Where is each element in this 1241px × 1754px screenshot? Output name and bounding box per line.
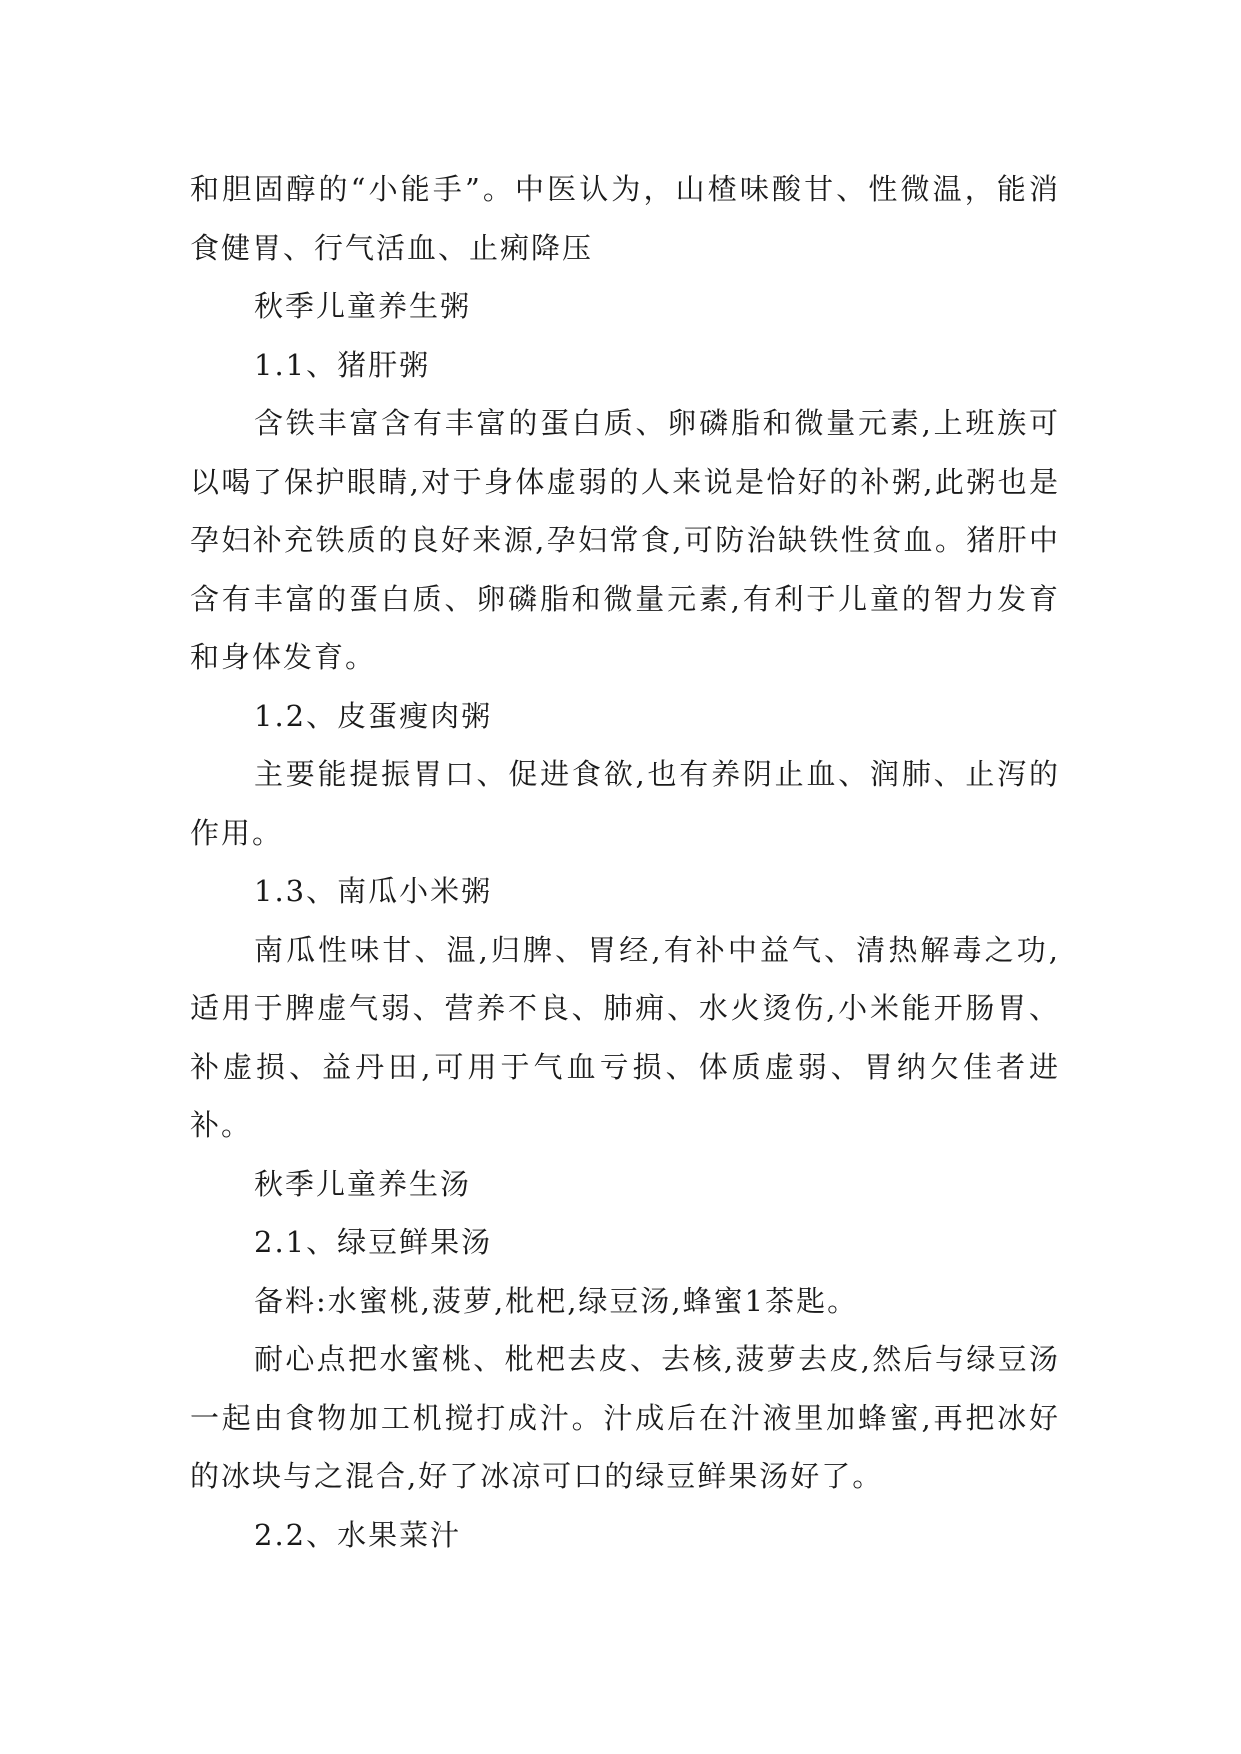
paragraph-preserved-egg-porridge: 主要能提振胃口、促进食欲,也有养阴止血、润肺、止泻的作用。 (190, 757, 1060, 850)
paragraph-continuation: 和胆固醇的“小能手”。中医认为，山楂味酸甘、性微温，能消食健胃、行气活血、止痢降压 (190, 172, 1060, 265)
paragraph-pork-liver-porridge: 含铁丰富含有丰富的蛋白质、卵磷脂和微量元素,上班族可以喝了保护眼睛,对于身体虚弱的人来说是恰好的补粥,此粥也是孕妇补充铁质的良好来源,孕妇常食,可防治缺铁性贫血。猪肝中含有丰富的蛋白质、卵磷脂和微量元素,有利于儿童的智力发育和身体发育。 (190, 406, 1060, 674)
paragraph-pumpkin-millet-porridge: 南瓜性味甘、温,归脾、胃经,有补中益气、清热解毒之功,适用于脾虚气弱、营养不良、肺痈、水火烫伤,小米能开肠胃、补虚损、益丹田,可用于气血亏损、体质虚弱、胃纳欠佳者进补。 (190, 932, 1060, 1142)
subheading-pumpkin-millet-porridge: 1.3、南瓜小米粥 (254, 874, 493, 908)
subheading-pork-liver-porridge: 1.1、猪肝粥 (254, 347, 431, 382)
section-heading-porridge: 秋季儿童养生粥 (254, 289, 472, 323)
subheading-mung-bean-fruit-soup: 2.1、绿豆鲜果汤 (254, 1225, 493, 1259)
paragraph-ingredients: 备料:水蜜桃,菠萝,枇杷,绿豆汤,蜂蜜1茶匙。 (254, 1283, 859, 1318)
document-body (190, 160, 1060, 1564)
subheading-preserved-egg-porridge: 1.2、皮蛋瘦肉粥 (254, 698, 493, 733)
paragraph-preparation: 耐心点把水蜜桃、枇杷去皮、去核,菠萝去皮,然后与绿豆汤一起由食物加工机搅打成汁。汁成后在汁液里加蜂蜜,再把冰好的冰块与之混合,好了冰凉可口的绿豆鲜果汤好了。 (190, 1342, 1060, 1493)
section-heading-soup: 秋季儿童养生汤 (254, 1166, 472, 1201)
subheading-fruit-vegetable-juice: 2.2、水果菜汁 (254, 1517, 462, 1552)
